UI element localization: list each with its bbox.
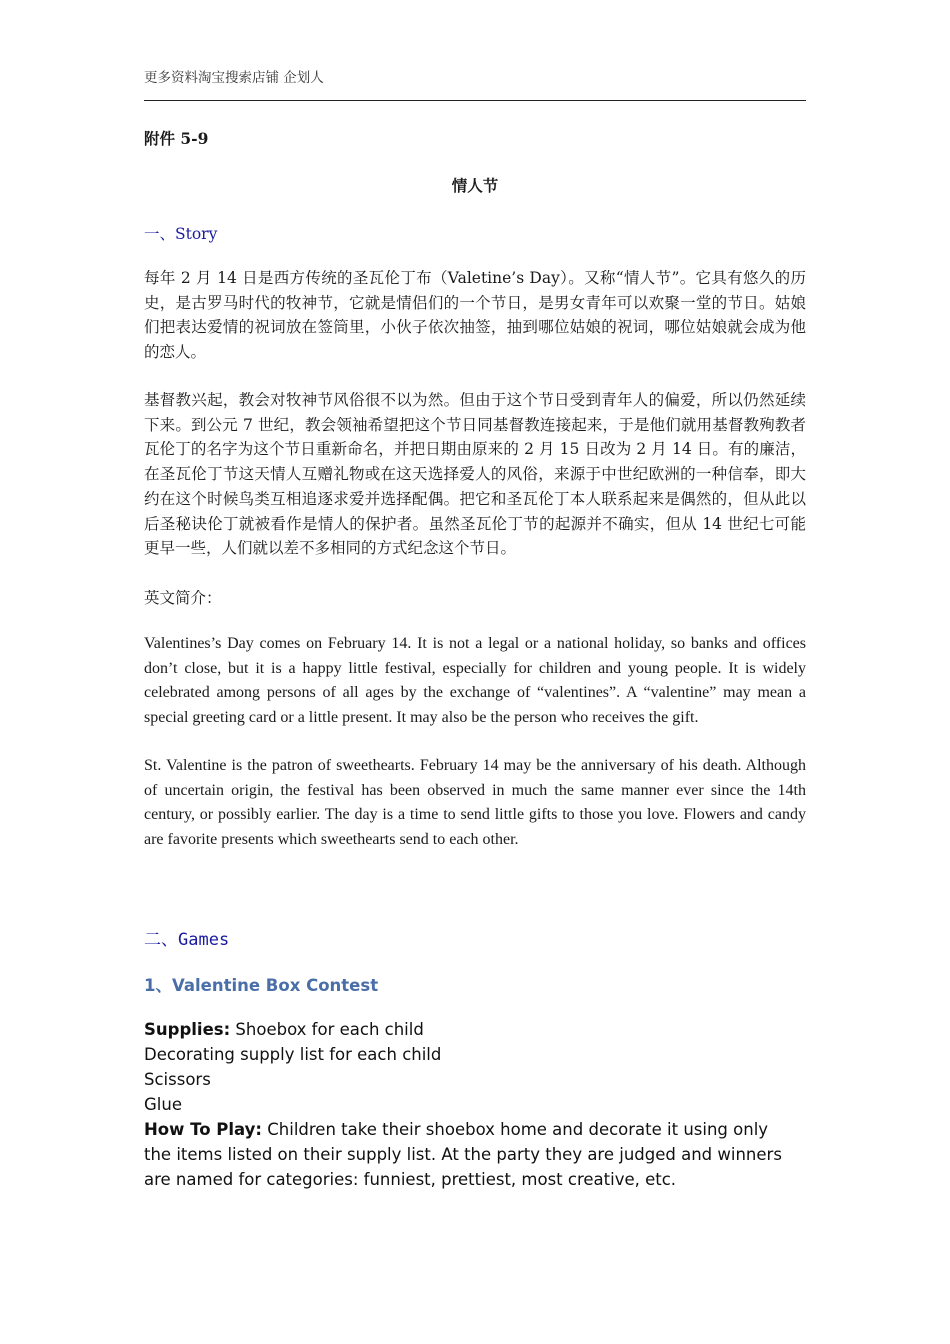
howto-text-1: Children take their shoebox home and decorate it using only: [262, 1120, 769, 1139]
paragraph-en-2: St. Valentine is the patron of sweethearts. February 14 may be the anniversary of his death. Although of uncertain origin, the festival has been observed in much the same manner ever since the 14th century, or possibly earlier. The day is a time to send little gifts to those you love. Flowers and candy are favorite presents which sweethearts send to each other.: [144, 757, 806, 849]
supplies-line: [144, 1017, 806, 1042]
supply-item: Scissors: [144, 1070, 211, 1089]
document-title: 情人节: [451, 176, 499, 195]
section-heading-story: 一、Story: [144, 225, 218, 243]
header-divider: [144, 100, 806, 101]
game-description: [144, 1017, 806, 1192]
game-title: 1、Valentine Box Contest: [144, 976, 379, 995]
supplies-label: Supplies:: [144, 1020, 231, 1039]
english-intro-label: 英文简介：: [144, 589, 222, 607]
supplies-first-item: Shoebox for each child: [230, 1020, 424, 1039]
howto-text-3: are named for categories: funniest, prettiest, most creative, etc.: [144, 1170, 677, 1189]
paragraph-en-1: Valentines’s Day comes on February 14. It is not a legal or a national holiday, so banks and offices don’t close, but it is a happy little festival, especially for children and young people. It is widely celebrated among persons of all ages by the exchange of “valentines”. A “valentine” may mean a special greeting card or a little present. It may also be the person who receives the gift.: [144, 635, 806, 727]
paragraph-cn-2: 基督教兴起，教会对牧神节风俗很不以为然。但由于这个节日受到青年人的偏爱，所以仍然延续下来。到公元 7 世纪，教会领袖希望把这个节日同基督教连接起来，于是他们就用基督教殉教者瓦伦丁的名字为这个节日重新命名，并把日期由原来的 2 月 15 日改为 2 月 14 日。有的廉洁，在圣瓦伦丁节这天情人互赠礼物或在这天选择爱人的风俗，来源于中世纪欧洲的一种信奉，即大约在这个时候鸟类互相追逐求爱并选择配偶。把它和圣瓦伦丁本人联系起来是偶然的，但从此以后圣秘诀伦丁就被看作是情人的保护者。虽然圣瓦伦丁节的起源并不确实，但从 14 世纪七可能更早一些，人们就以差不多相同的方式纪念这个节日。: [144, 391, 806, 558]
howto-line: [144, 1117, 806, 1142]
howto-label: How To Play:: [144, 1120, 263, 1139]
howto-text-2: the items listed on their supply list. At the party they are judged and winners: [144, 1145, 782, 1164]
supply-item: Decorating supply list for each child: [144, 1045, 442, 1064]
page-header: 更多资料淘宝搜索店铺 企划人: [144, 70, 324, 86]
attachment-label: 附件 5-9: [144, 129, 209, 148]
supply-item: Glue: [144, 1095, 182, 1114]
section-heading-games: 二、Games: [144, 930, 230, 950]
paragraph-cn-1: 每年 2 月 14 日是西方传统的圣瓦伦丁布（Valetine’s Day）。又称“情人节”。它具有悠久的历史，是古罗马时代的牧神节，它就是情侣们的一个节日，是男女青年可以欢聚一堂的节日。姑娘们把表达爱情的祝词放在签筒里，小伙子依次抽签，抽到哪位姑娘的祝词，哪位姑娘就会成为他的恋人。: [144, 269, 806, 362]
